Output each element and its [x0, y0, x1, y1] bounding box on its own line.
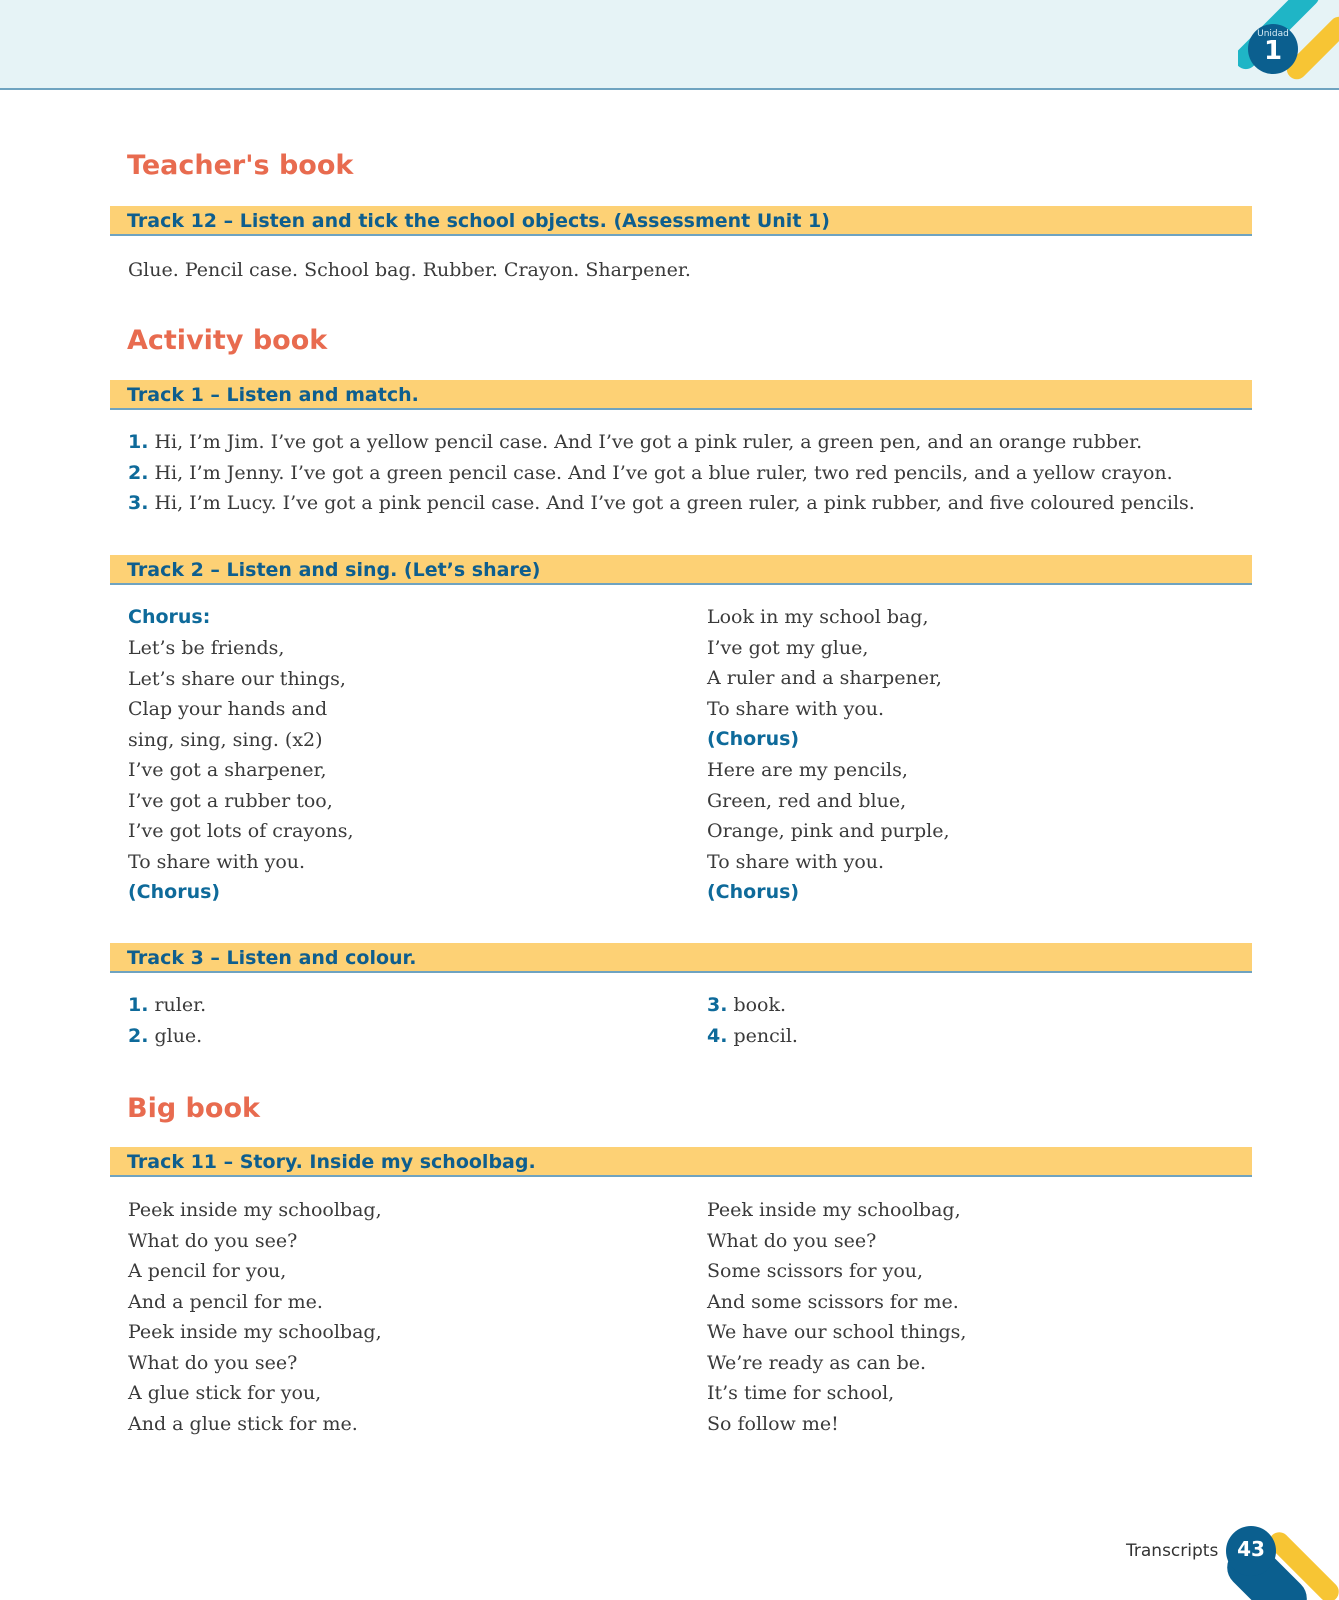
line-text: Hi, I’m Lucy. I’ve got a pink pencil case. And I’ve got a green ruler, a pink rubber, and five coloured pencils.	[154, 492, 1195, 514]
story-line	[128, 1226, 297, 1257]
line-text: book.	[733, 994, 787, 1016]
line-text: Peek inside my schoolbag,	[707, 1199, 961, 1221]
line-text: sing, sing, sing. (x2)	[128, 728, 323, 751]
line-text: I’ve got my glue,	[707, 636, 869, 659]
line-text: To share with you.	[707, 697, 885, 720]
line-text: glue.	[154, 1024, 203, 1047]
lyric-line	[128, 664, 346, 695]
story-line	[128, 1256, 286, 1287]
track-3-header: Track 3 – Listen and colour.	[110, 943, 1252, 973]
story-line	[128, 1287, 323, 1318]
line-text: Hi, I’m Jenny. I’ve got a green pencil case. And I’ve got a blue ruler, two red pencils, and a yellow crayon.	[154, 461, 1173, 484]
section-title-big-book: Big book	[127, 1093, 260, 1124]
line-text: To share with you.	[707, 850, 885, 873]
unit-circle	[1248, 24, 1298, 74]
chorus-ref-right-1: (Chorus)	[707, 728, 800, 750]
line-text: pencil.	[733, 1024, 798, 1047]
page-badge	[1224, 1520, 1339, 1600]
lyric-line	[128, 725, 323, 756]
track-12-header: Track 12 – Listen and tick the school objects. (Assessment Unit 1)	[110, 206, 1252, 236]
lyric-line	[707, 786, 906, 817]
line-text: To share with you.	[128, 850, 306, 873]
line-text: I’ve got a rubber too,	[128, 789, 333, 812]
track-2-header: Track 2 – Listen and sing. (Let’s share)	[110, 555, 1252, 585]
section-title-activity-book: Activity book	[127, 325, 328, 356]
line-text: And some scissors for me.	[707, 1290, 959, 1313]
story-line	[128, 1348, 297, 1379]
line-text: What do you see?	[128, 1351, 298, 1374]
lyric-line	[707, 847, 884, 878]
line-text: Orange, pink and purple,	[707, 820, 950, 842]
line-text: And a pencil for me.	[128, 1290, 323, 1313]
track-12-text: Glue. Pencil case. School bag. Rubber. Crayon. Sharpener.	[128, 259, 691, 281]
line-text: We’re ready as can be.	[707, 1351, 927, 1374]
unit-number: 1	[1263, 36, 1283, 66]
story-line	[707, 1195, 961, 1226]
chorus-label: Chorus:	[128, 606, 211, 628]
lyric-line	[707, 663, 942, 694]
item-number: 3.	[128, 492, 149, 514]
footer-label: Transcripts	[1126, 1541, 1219, 1561]
list-item	[128, 458, 1173, 489]
line-text: Peek inside my schoolbag,	[128, 1199, 382, 1221]
lyric-line	[128, 755, 327, 786]
track-1-header: Track 1 – Listen and match.	[110, 380, 1252, 410]
list-item	[128, 1021, 202, 1052]
line-text: A pencil for you,	[128, 1260, 287, 1282]
line-text: It’s time for school,	[707, 1382, 895, 1404]
section-title-teachers-book: Teacher's book	[127, 150, 354, 181]
list-item	[128, 990, 206, 1021]
line-text: I’ve got a sharpener,	[128, 759, 327, 781]
lyric-line	[128, 633, 284, 664]
lyric-line	[707, 602, 929, 633]
story-line	[707, 1348, 926, 1379]
unit-label: Unidad	[1257, 29, 1289, 39]
unit-badge	[1238, 0, 1339, 90]
item-number: 3.	[707, 994, 728, 1016]
story-line	[128, 1378, 321, 1409]
line-text: I’ve got lots of crayons,	[128, 820, 354, 842]
item-number: 1.	[128, 994, 149, 1016]
lyric-line	[128, 847, 305, 878]
line-text: What do you see?	[128, 1229, 298, 1252]
story-line	[707, 1226, 876, 1257]
story-line	[707, 1409, 839, 1440]
list-item	[707, 990, 786, 1021]
line-text: Hi, I’m Jim. I’ve got a yellow pencil case. And I’ve got a pink ruler, a green pen, and an orange rubber.	[154, 431, 1143, 453]
story-line	[707, 1287, 959, 1318]
lyric-line	[707, 755, 908, 786]
story-line	[707, 1317, 966, 1348]
lyric-line	[707, 816, 950, 847]
line-text: Peek inside my schoolbag,	[128, 1321, 382, 1343]
lyric-line	[707, 633, 868, 664]
list-item	[128, 427, 1142, 458]
story-line	[128, 1195, 382, 1226]
story-line	[707, 1378, 894, 1409]
page-number: 43	[1237, 1537, 1265, 1561]
list-item	[128, 488, 1195, 519]
header-band	[0, 0, 1339, 90]
line-text: What do you see?	[707, 1229, 877, 1252]
lyric-line	[128, 816, 354, 847]
item-number: 1.	[128, 431, 149, 453]
story-line	[128, 1409, 358, 1440]
line-text: And a glue stick for me.	[128, 1412, 358, 1435]
line-text: A glue stick for you,	[128, 1382, 322, 1404]
line-text: Some scissors for you,	[707, 1260, 924, 1282]
story-line	[707, 1256, 923, 1287]
chorus-ref-left: (Chorus)	[128, 881, 221, 903]
line-text: Green, red and blue,	[707, 789, 907, 812]
line-text: Let’s share our things,	[128, 667, 346, 690]
line-text: So follow me!	[707, 1412, 839, 1435]
item-number: 4.	[707, 1024, 728, 1047]
item-number: 2.	[128, 1024, 149, 1047]
line-text: Look in my school bag,	[707, 606, 929, 628]
item-number: 2.	[128, 461, 149, 484]
lyric-line	[128, 786, 333, 817]
chorus-ref-right-2: (Chorus)	[707, 881, 800, 903]
list-item	[707, 1021, 798, 1052]
line-text: We have our school things,	[707, 1321, 967, 1343]
track-11-header: Track 11 – Story. Inside my schoolbag.	[110, 1147, 1252, 1177]
line-text: Clap your hands and	[128, 698, 328, 720]
story-line	[128, 1317, 382, 1348]
line-text: A ruler and a sharpener,	[707, 667, 942, 689]
line-text: Let’s be friends,	[128, 637, 285, 659]
lyric-line	[128, 694, 327, 725]
lyric-line	[707, 694, 884, 725]
line-text: Here are my pencils,	[707, 759, 908, 781]
line-text: ruler.	[154, 994, 207, 1016]
